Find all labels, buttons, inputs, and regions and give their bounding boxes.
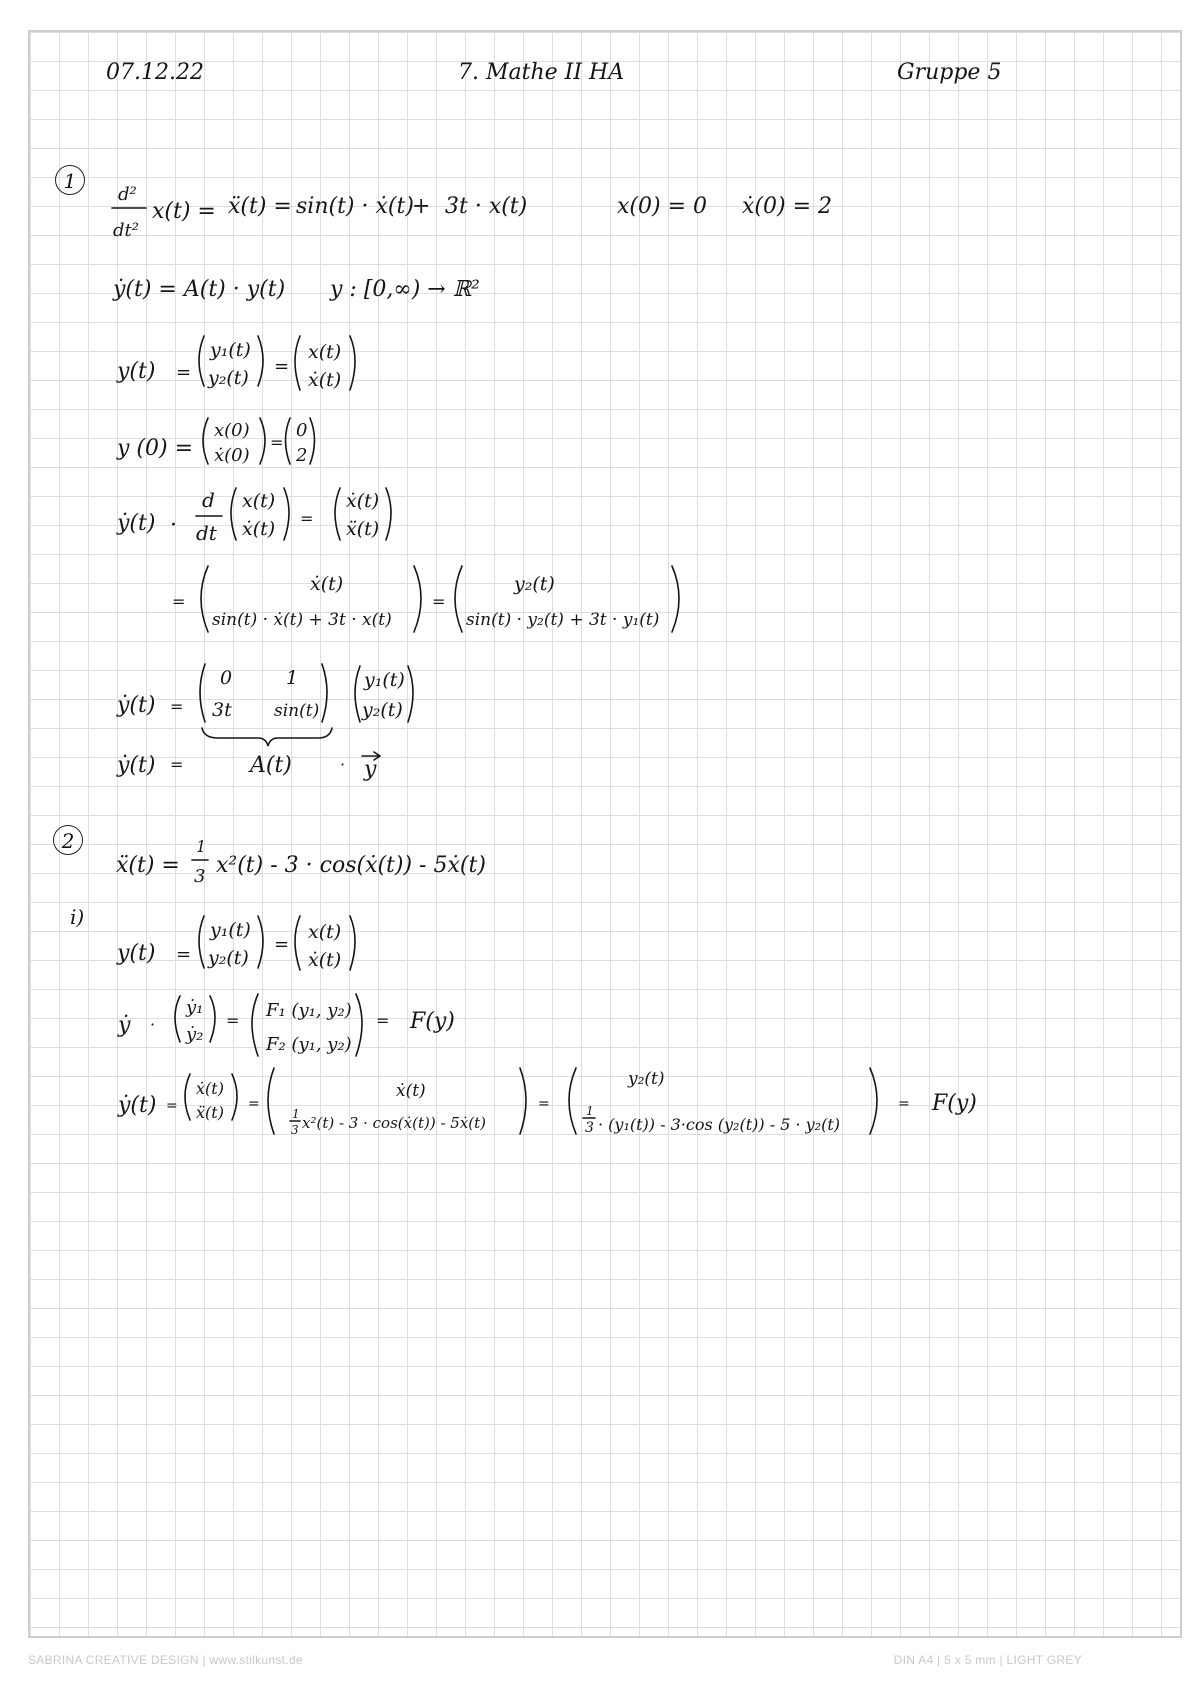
svg-text:ẋ(t): ẋ(t) bbox=[308, 949, 342, 971]
svg-text:3: 3 bbox=[194, 866, 206, 887]
svg-text:y: y bbox=[364, 757, 377, 782]
svg-text:1: 1 bbox=[286, 667, 299, 689]
svg-text:y₂(t): y₂(t) bbox=[628, 1069, 665, 1089]
svg-text:dt: dt bbox=[196, 521, 217, 545]
svg-text:3: 3 bbox=[585, 1120, 594, 1136]
svg-text:sin(t) · ẋ(t) + 3t · x(t): sin(t) · ẋ(t) + 3t · x(t) bbox=[212, 610, 392, 630]
svg-text:A(t): A(t) bbox=[250, 753, 292, 778]
section-1-number: 1 bbox=[55, 165, 85, 195]
svg-text:ẏ(t): ẏ(t) bbox=[117, 511, 156, 536]
svg-text:y₂(t): y₂(t) bbox=[208, 947, 249, 969]
svg-text:x²(t) - 3 · cos(ẋ(t)) - 5ẋ(t): x²(t) - 3 · cos(ẋ(t)) - 5ẋ(t) bbox=[302, 1114, 487, 1132]
svg-text:=: = bbox=[170, 755, 184, 774]
svg-text:F₂ (y₁, y₂): F₂ (y₁, y₂) bbox=[266, 1034, 352, 1055]
svg-text:=: = bbox=[172, 592, 186, 611]
svg-text:x(t): x(t) bbox=[308, 341, 342, 363]
svg-text:ẍ(t) =: ẍ(t) = bbox=[116, 853, 180, 878]
init-cond-2: ẋ(0) = 2 bbox=[742, 194, 832, 219]
svg-text:ẏ₂: ẏ₂ bbox=[186, 1024, 204, 1045]
svg-text:x(t): x(t) bbox=[308, 921, 342, 943]
svg-text:=: = bbox=[166, 1098, 178, 1114]
svg-text:sin(t) · y₂(t) + 3t · y₁(t): sin(t) · y₂(t) + 3t · y₁(t) bbox=[466, 610, 660, 630]
svg-text:·: · bbox=[150, 1015, 156, 1034]
svg-text:y₂(t): y₂(t) bbox=[208, 367, 249, 389]
header-group: Gruppe 5 bbox=[897, 60, 1002, 85]
svg-text:1: 1 bbox=[292, 1107, 300, 1121]
domain-line: y : [0,∞) → ℝ² bbox=[330, 277, 480, 302]
svg-text:y₂(t): y₂(t) bbox=[362, 699, 403, 721]
part-i-label: i) bbox=[70, 905, 85, 929]
y-definition-2 bbox=[116, 916, 355, 971]
system-line: ẏ(t) = A(t) · y(t) bbox=[113, 277, 286, 302]
svg-text:ẍ(t) =: ẍ(t) = bbox=[228, 194, 292, 219]
header-date: 07.12.22 bbox=[106, 60, 204, 85]
svg-text:y₁(t): y₁(t) bbox=[210, 919, 251, 941]
header-title: 7. Mathe II HA bbox=[458, 60, 625, 85]
svg-text:ẋ(t): ẋ(t) bbox=[346, 490, 380, 512]
svg-text:ẍ(t): ẍ(t) bbox=[196, 1103, 224, 1122]
svg-text:d²: d² bbox=[118, 184, 137, 205]
F-line bbox=[117, 994, 455, 1056]
svg-text:1: 1 bbox=[196, 837, 207, 856]
footer-right: DIN A4 | 5 x 5 mm | LIGHT GREY bbox=[893, 1653, 1082, 1667]
svg-text:=: = bbox=[274, 356, 290, 377]
svg-text:2: 2 bbox=[296, 445, 308, 466]
ode-2-line bbox=[116, 837, 486, 887]
svg-text:=: = bbox=[270, 433, 284, 452]
svg-text:=: = bbox=[226, 1011, 240, 1030]
svg-text:ẋ(t): ẋ(t) bbox=[308, 369, 342, 391]
svg-text:·: · bbox=[340, 755, 346, 774]
svg-text:=: = bbox=[176, 362, 192, 383]
svg-text:3t · x(t): 3t · x(t) bbox=[445, 194, 528, 219]
svg-text:3t: 3t bbox=[212, 699, 232, 721]
svg-text:d: d bbox=[202, 488, 215, 512]
svg-text:1: 1 bbox=[586, 1104, 594, 1118]
svg-text:=: = bbox=[176, 944, 192, 965]
svg-text:x²(t) - 3 · cos(ẋ(t)) - 5ẋ(t): x²(t) - 3 · cos(ẋ(t)) - 5ẋ(t) bbox=[216, 853, 486, 878]
svg-text:ẏ(t): ẏ(t) bbox=[118, 1093, 157, 1118]
svg-text:=: = bbox=[538, 1096, 550, 1112]
svg-text:x(0): x(0) bbox=[214, 420, 250, 441]
svg-text:ẋ(t): ẋ(t) bbox=[396, 1081, 426, 1101]
svg-text:ẋ(t): ẋ(t) bbox=[310, 573, 344, 595]
svg-text:dt²: dt² bbox=[113, 220, 139, 241]
svg-text:ẏ: ẏ bbox=[118, 1013, 131, 1038]
svg-text:+: + bbox=[412, 194, 431, 219]
svg-text:ẏ(t): ẏ(t) bbox=[117, 753, 156, 778]
svg-text:3: 3 bbox=[291, 1123, 299, 1137]
svg-text:F₁ (y₁, y₂): F₁ (y₁, y₂) bbox=[266, 1000, 352, 1021]
svg-text:y(t): y(t) bbox=[117, 359, 156, 384]
svg-text:· (y₁(t)) - 3·cos (y₂(t)) - 5: · (y₁(t)) - 3·cos (y₂(t)) - 5 · y₂(t) bbox=[598, 1115, 840, 1134]
svg-text:ẏ(t): ẏ(t) bbox=[117, 693, 156, 718]
svg-text:y₁(t): y₁(t) bbox=[210, 339, 251, 361]
svg-text:·: · bbox=[170, 513, 177, 538]
footer-left: SABRINA CREATIVE DESIGN | www.stilkunst.de bbox=[28, 1653, 303, 1667]
svg-text:y₂(t): y₂(t) bbox=[514, 573, 555, 595]
full-F-line bbox=[117, 1068, 977, 1137]
svg-text:sin(t): sin(t) bbox=[274, 701, 320, 721]
svg-text:ẋ(t): ẋ(t) bbox=[196, 1079, 224, 1098]
svg-text:=: = bbox=[432, 592, 446, 611]
section-2-number: 2 bbox=[53, 825, 83, 855]
svg-text:F(y): F(y) bbox=[410, 1009, 455, 1034]
svg-text:=: = bbox=[248, 1096, 260, 1112]
svg-text:y₁(t): y₁(t) bbox=[364, 669, 405, 691]
svg-text:=: = bbox=[274, 934, 290, 955]
init-cond-1: x(0) = 0 bbox=[617, 194, 707, 219]
svg-text:ẋ(0): ẋ(0) bbox=[214, 445, 250, 466]
svg-text:F(y): F(y) bbox=[932, 1091, 977, 1116]
svg-text:0: 0 bbox=[220, 667, 233, 689]
svg-text:ẏ₁: ẏ₁ bbox=[186, 997, 204, 1018]
svg-text:ẍ(t): ẍ(t) bbox=[346, 518, 380, 540]
svg-text:ẋ(t): ẋ(t) bbox=[242, 518, 276, 540]
svg-text:x(t): x(t) bbox=[242, 490, 276, 512]
svg-text:=: = bbox=[300, 509, 314, 528]
svg-text:=: = bbox=[898, 1096, 910, 1112]
svg-text:0: 0 bbox=[296, 420, 308, 441]
svg-text:y(t): y(t) bbox=[117, 941, 156, 966]
svg-text:x(t) =: x(t) = bbox=[152, 199, 216, 224]
svg-text:=: = bbox=[376, 1011, 390, 1030]
svg-text:y (0) =: y (0) = bbox=[117, 436, 194, 461]
svg-text:=: = bbox=[170, 697, 184, 716]
svg-text:sin(t) · ẋ(t): sin(t) · ẋ(t) bbox=[296, 194, 414, 219]
